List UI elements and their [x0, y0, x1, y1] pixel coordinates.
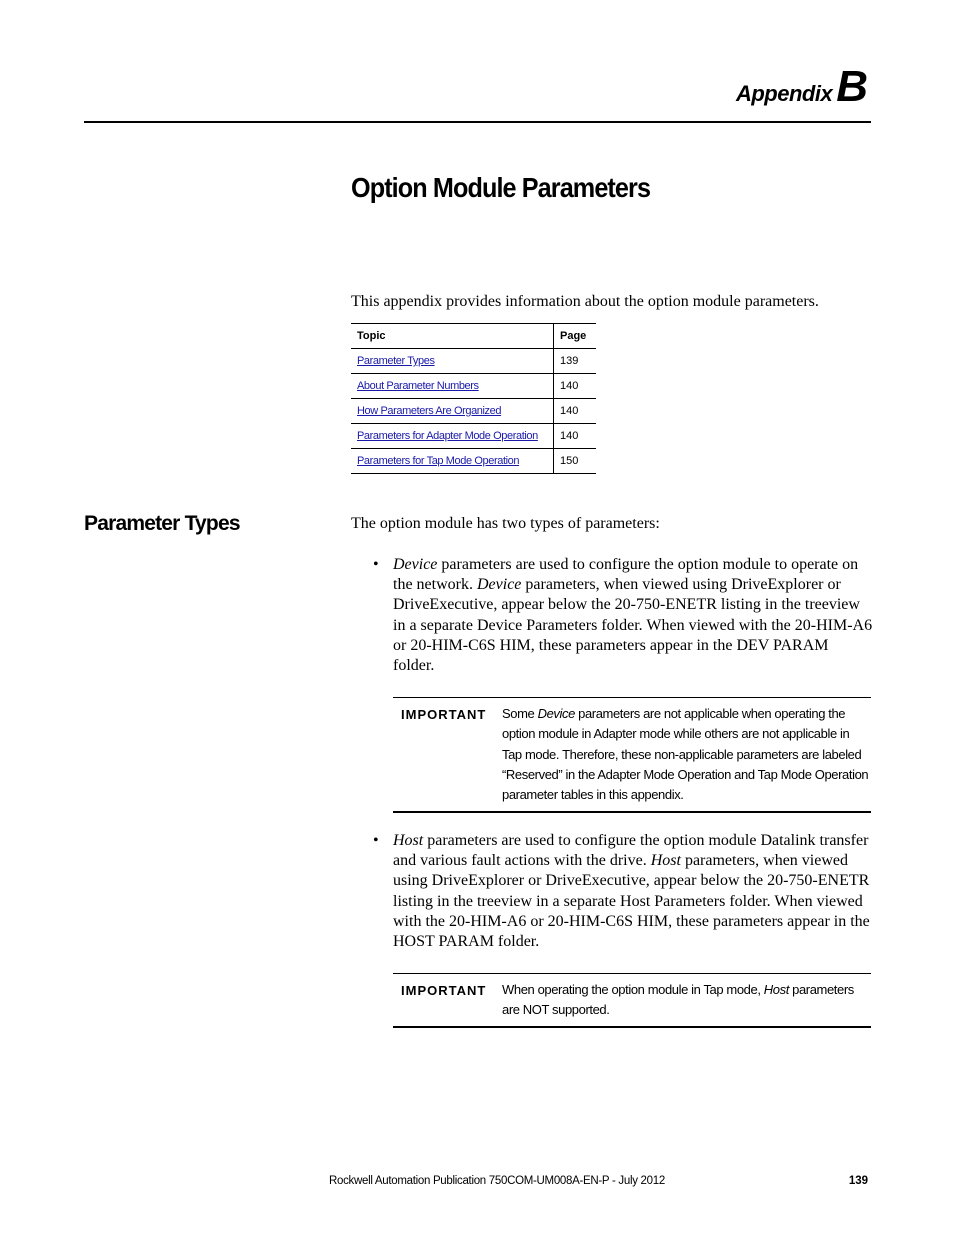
- column-header-topic: Topic: [351, 324, 554, 349]
- important-label: IMPORTANT: [401, 983, 487, 998]
- header-rule: [84, 121, 871, 123]
- term-device: Device: [476, 576, 522, 594]
- term-device: Device: [393, 556, 438, 573]
- topic-table: [351, 323, 596, 474]
- page-number-cell: 140: [554, 424, 597, 449]
- appendix-word: Appendix: [735, 81, 833, 106]
- section-lead: The option module has two types of parameters:: [351, 515, 660, 532]
- section-heading: Parameter Types: [84, 512, 240, 535]
- table-row: [351, 349, 596, 374]
- bullet-device-parameters: Device parameters are used to configure the option module to operate on the network. Device parameters, when viewed using DriveExplorer or DriveExecutive, appear below the 20-750-ENETR listing in the treeview in a separate Device Parameters folder. When viewed with the 20-HIM-A6 or 20-HIM-C6S HIM, these parameters appear in the DEV PARAM folder.: [393, 556, 873, 675]
- footer-page-number: 139: [848, 1175, 868, 1187]
- bullet-marker: •: [373, 556, 379, 573]
- topic-link-adapter-mode-operation[interactable]: Parameters for Adapter Mode Operation: [357, 430, 538, 442]
- topic-link-about-parameter-numbers[interactable]: About Parameter Numbers: [357, 380, 479, 392]
- topic-link-how-parameters-are-organized[interactable]: How Parameters Are Organized: [357, 405, 502, 417]
- footer-publication: Rockwell Automation Publication 750COM-UM008A-EN-P - July 2012: [329, 1175, 665, 1187]
- page-number-cell: 140: [554, 399, 597, 424]
- topic-link-parameter-types[interactable]: Parameter Types: [357, 355, 435, 367]
- important-text: When operating the option module in Tap mode, Host parameters are NOT supported.: [502, 982, 854, 1018]
- important-note-device: [393, 697, 871, 813]
- page-number-cell: 140: [554, 374, 597, 399]
- topic-link-tap-mode-operation[interactable]: Parameters for Tap Mode Operation: [357, 455, 520, 467]
- table-header-row: [351, 324, 596, 349]
- table-row: [351, 424, 596, 449]
- bullet-marker: •: [373, 832, 379, 849]
- chapter-title: Option Module Parameters: [351, 172, 651, 203]
- bullet-host-parameters: Host parameters are used to configure the option module Datalink transfer and various fault actions with the drive. Host parameters, when viewed using DriveExplorer or DriveExecutive, appear below the 20-750-ENETR listing in the treeview in a separate Host Parameters folder. When viewed with the 20-HIM-A6 or 20-HIM-C6S HIM, these parameters appear in the HOST PARAM folder.: [393, 832, 870, 951]
- page-number-cell: 150: [554, 449, 597, 474]
- table-row: [351, 374, 596, 399]
- term-host: Host: [393, 832, 424, 849]
- appendix-header: [736, 62, 868, 112]
- important-note-host: [393, 973, 871, 1028]
- table-row: [351, 449, 596, 474]
- term-host: Host: [650, 852, 681, 870]
- page-number-cell: 139: [554, 349, 597, 374]
- column-header-page: Page: [554, 324, 597, 349]
- important-label: IMPORTANT: [401, 707, 487, 722]
- table-row: [351, 399, 596, 424]
- intro-text: This appendix provides information about the option module parameters.: [351, 293, 819, 310]
- appendix-letter: B: [836, 62, 868, 111]
- important-text: Some Device parameters are not applicable when operating the option module in Adapter mode while others are not applicable in Tap mode. Therefore, these non-applicable parameters are labeled “Reserved” in the Adapter Mode Operation and Tap Mode Operation parameter tables in this appendix.: [502, 706, 869, 803]
